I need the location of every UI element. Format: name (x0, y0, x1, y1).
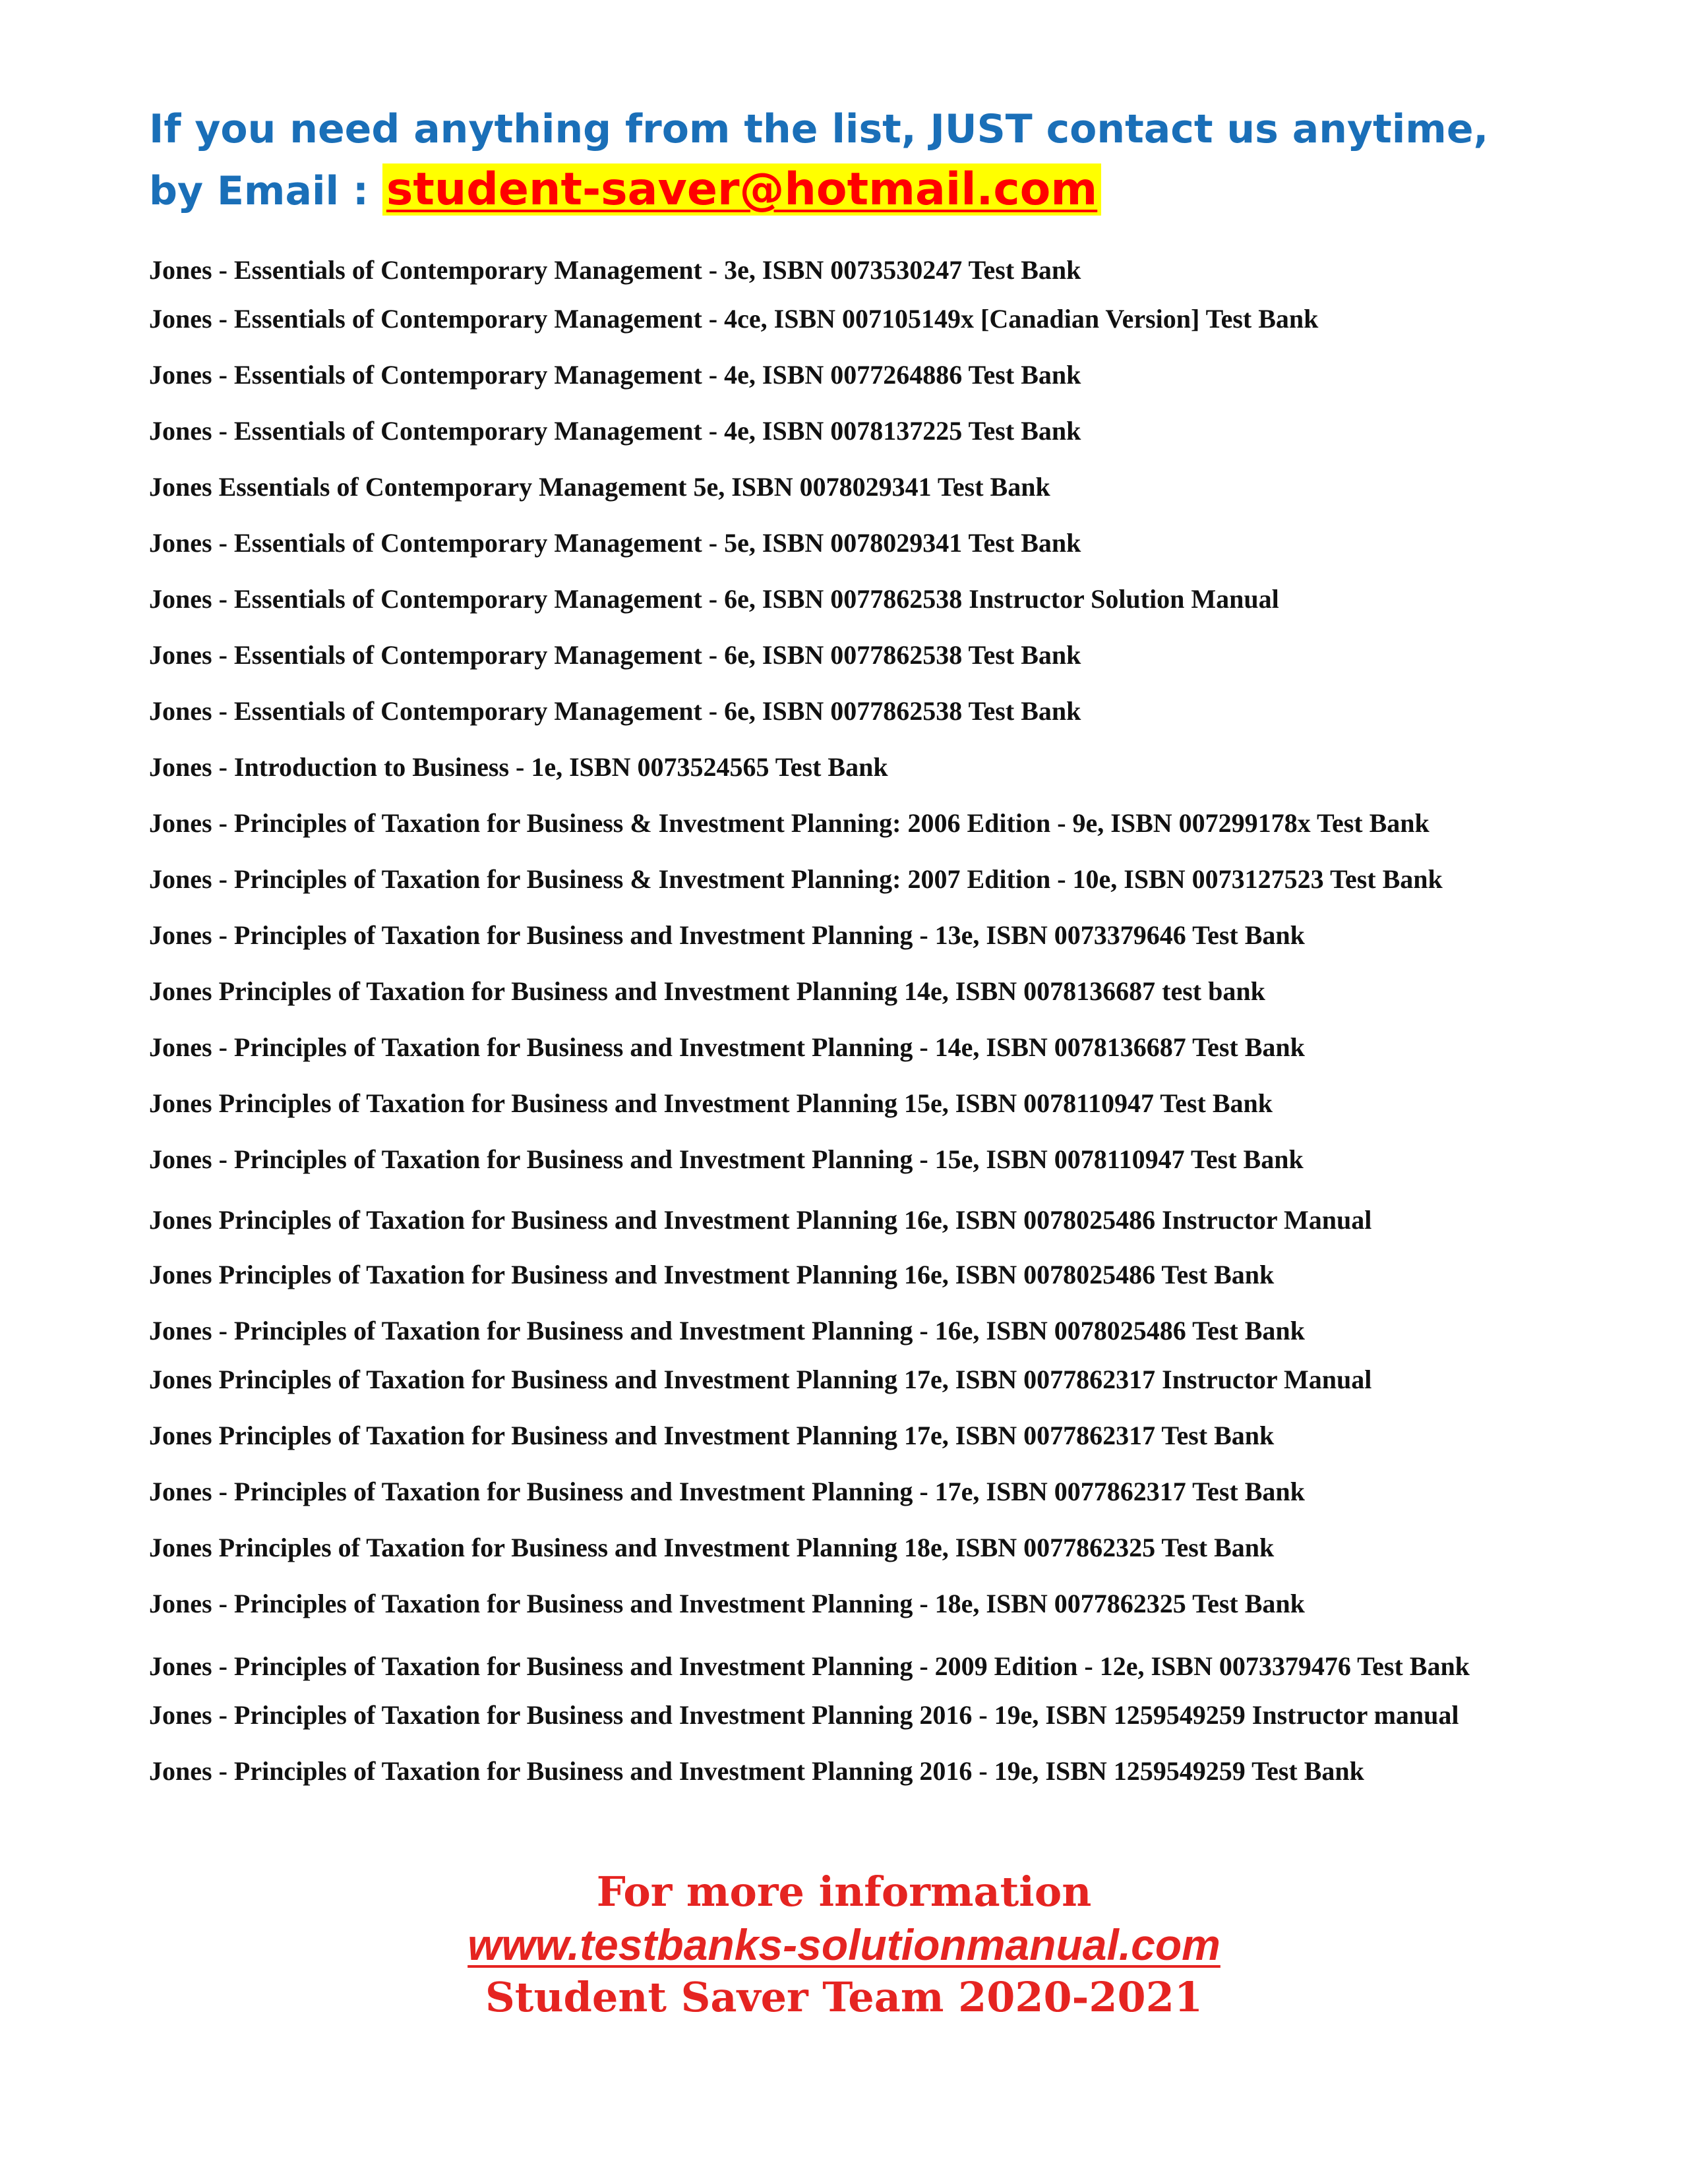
list-item: Jones Principles of Taxation for Business and Investment Planning 16e, ISBN 0078025486 Test Bank (149, 1260, 1275, 1289)
list-item: Jones - Principles of Taxation for Business and Investment Planning 2016 - 19e, ISBN 1259549259 Instructor manual (149, 1700, 1459, 1730)
footer (0, 1866, 1688, 2024)
list-item: Jones Essentials of Contemporary Management 5e, ISBN 0078029341 Test Bank (149, 472, 1050, 502)
list-item: Jones - Essentials of Contemporary Management - 3e, ISBN 0073530247 Test Bank (149, 255, 1081, 285)
website-link[interactable]: www.testbanks-solutionmanual.com (467, 1920, 1221, 1969)
list-item: Jones - Essentials of Contemporary Management - 6e, ISBN 0077862538 Test Bank (149, 696, 1081, 726)
list-item: Jones - Essentials of Contemporary Management - 4e, ISBN 0077264886 Test Bank (149, 360, 1081, 390)
contact-message: If you need anything from the list, JUST contact us anytime, (149, 106, 1489, 152)
more-info-text: For more information (596, 1868, 1092, 1916)
team-signature: Student Saver Team 2020-2021 (485, 1973, 1203, 2021)
list-item: Jones - Principles of Taxation for Business and Investment Planning 2016 - 19e, ISBN 1259549259 Test Bank (149, 1756, 1364, 1786)
list-item: Jones - Principles of Taxation for Business and Investment Planning - 17e, ISBN 0077862317 Test Bank (149, 1477, 1305, 1506)
list-item: Jones Principles of Taxation for Business and Investment Planning 17e, ISBN 0077862317 Instructor Manual (149, 1365, 1372, 1394)
list-item: Jones Principles of Taxation for Business and Investment Planning 15e, ISBN 0078110947 Test Bank (149, 1088, 1273, 1118)
list-item: Jones - Essentials of Contemporary Management - 5e, ISBN 0078029341 Test Bank (149, 528, 1081, 558)
list-item: Jones Principles of Taxation for Business and Investment Planning 14e, ISBN 0078136687 test bank (149, 976, 1265, 1006)
list-item: Jones - Principles of Taxation for Business and Investment Planning - 14e, ISBN 0078136687 Test Bank (149, 1032, 1305, 1062)
list-item: Jones - Essentials of Contemporary Management - 4e, ISBN 0078137225 Test Bank (149, 416, 1081, 446)
list-item: Jones - Principles of Taxation for Business and Investment Planning - 18e, ISBN 0077862325 Test Bank (149, 1589, 1305, 1618)
contact-header (149, 99, 1534, 221)
list-item: Jones - Principles of Taxation for Business & Investment Planning: 2006 Edition - 9e, ISBN 007299178x Test Bank (149, 808, 1430, 838)
list-item: Jones - Principles of Taxation for Business and Investment Planning - 15e, ISBN 0078110947 Test Bank (149, 1144, 1304, 1174)
list-item: Jones - Principles of Taxation for Business & Investment Planning: 2007 Edition - 10e, ISBN 0073127523 Test Bank (149, 864, 1443, 894)
list-item: Jones - Principles of Taxation for Business and Investment Planning - 13e, ISBN 0073379646 Test Bank (149, 920, 1305, 950)
list-item: Jones Principles of Taxation for Business and Investment Planning 16e, ISBN 0078025486 Instructor Manual (149, 1205, 1372, 1235)
list-item: Jones - Principles of Taxation for Business and Investment Planning - 2009 Edition - 12e, ISBN 0073379476 Test Bank (149, 1651, 1470, 1681)
list-item: Jones - Essentials of Contemporary Management - 4ce, ISBN 007105149x [Canadian Version] Test Bank (149, 304, 1319, 334)
email-prefix: by Email : (149, 168, 369, 214)
list-item: Jones - Principles of Taxation for Business and Investment Planning - 16e, ISBN 0078025486 Test Bank (149, 1316, 1305, 1345)
list-item: Jones - Introduction to Business - 1e, ISBN 0073524565 Test Bank (149, 752, 888, 782)
list-item: Jones - Essentials of Contemporary Management - 6e, ISBN 0077862538 Instructor Solution Manual (149, 584, 1279, 614)
email-link[interactable]: student-saver@hotmail.com (382, 163, 1101, 216)
list-item: Jones - Essentials of Contemporary Management - 6e, ISBN 0077862538 Test Bank (149, 640, 1081, 670)
list-item: Jones Principles of Taxation for Business and Investment Planning 18e, ISBN 0077862325 Test Bank (149, 1533, 1275, 1562)
list-item: Jones Principles of Taxation for Business and Investment Planning 17e, ISBN 0077862317 Test Bank (149, 1421, 1275, 1450)
email-line (149, 160, 1534, 221)
